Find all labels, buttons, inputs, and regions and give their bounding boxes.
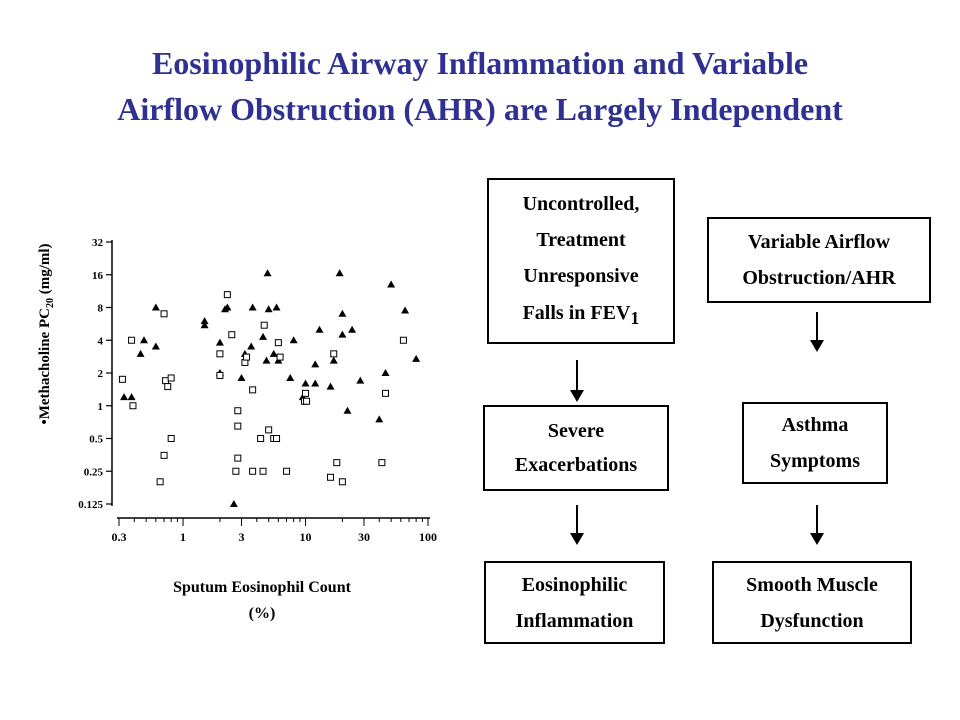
- square-point: [266, 427, 272, 433]
- box-uncontrolled-line-4: [523, 294, 640, 337]
- y-tick-label: 4: [97, 335, 103, 348]
- triangle-point: [330, 357, 338, 364]
- box-uncontrolled-line-3: Unresponsive: [523, 264, 639, 287]
- triangle-point: [259, 333, 267, 340]
- x-tick-label: 100: [419, 530, 437, 544]
- square-point: [339, 479, 345, 485]
- box-severe-exacerbations: [483, 405, 669, 491]
- square-point: [284, 468, 290, 474]
- square-point: [328, 474, 334, 480]
- triangle-point: [230, 500, 238, 507]
- square-point: [275, 340, 281, 346]
- square-point: [235, 455, 241, 461]
- y-axis-label: •Methacholine $PC_{20}$ (mg/ml): [37, 243, 56, 425]
- triangle-point: [128, 393, 136, 400]
- square-point: [233, 468, 239, 474]
- triangle-point: [356, 377, 364, 384]
- square-point: [260, 468, 266, 474]
- triangle-point: [336, 269, 344, 276]
- square-point: [258, 436, 264, 442]
- triangle-point: [152, 343, 160, 350]
- box-smooth-muscle: [712, 561, 912, 644]
- square-point: [161, 311, 167, 317]
- triangle-point: [201, 317, 209, 324]
- square-point: [331, 351, 337, 357]
- triangle-point: [290, 336, 298, 343]
- box-asthma-line-2: Symptoms: [769, 450, 860, 472]
- triangle-point: [216, 339, 224, 346]
- square-point: [334, 460, 340, 466]
- square-point: [168, 375, 174, 381]
- title-line-1: Eosinophilic Airway Inflammation and Variable: [151, 45, 809, 81]
- box-eosinophilic-line-1: Eosinophilic: [521, 573, 628, 596]
- x-tick-label: 10: [299, 530, 312, 544]
- square-point: [235, 408, 241, 414]
- triangle-point: [343, 407, 351, 414]
- x-axis-label-unit: (%): [248, 605, 276, 622]
- square-point: [274, 436, 280, 442]
- square-point: [244, 354, 250, 360]
- arrow-left-2: [576, 505, 578, 543]
- triangle-point: [265, 305, 273, 312]
- triangle-point: [338, 310, 346, 317]
- triangle-point: [348, 326, 356, 333]
- square-point: [119, 376, 125, 382]
- square-point: [235, 423, 241, 429]
- box-variable-line-2: Obstruction/AHR: [742, 267, 896, 289]
- triangle-point: [249, 304, 257, 311]
- triangle-point: [311, 380, 319, 387]
- square-point: [217, 351, 223, 357]
- square-point: [217, 372, 223, 378]
- triangle-point: [315, 326, 323, 333]
- triangle-point: [237, 374, 245, 381]
- square-point: [224, 292, 230, 298]
- square-point: [168, 436, 174, 442]
- fev-label: Falls in FEV: [522, 301, 631, 324]
- square-point: [165, 384, 171, 390]
- square-point: [250, 468, 256, 474]
- box-asthma-symptoms: [742, 402, 888, 484]
- title-line-2: Airflow Obstruction (AHR) are Largely Independent: [117, 91, 843, 127]
- square-point: [277, 354, 283, 360]
- triangle-point: [412, 355, 420, 362]
- square-point: [379, 460, 385, 466]
- box-asthma-line-1: Asthma: [781, 414, 849, 436]
- box-variable-airflow: [707, 217, 931, 303]
- square-point: [129, 337, 135, 343]
- square-point: [383, 390, 389, 396]
- square-point: [130, 403, 136, 409]
- arrow-right-2: [816, 505, 818, 543]
- triangle-point: [120, 393, 128, 400]
- y-tick-label: 1: [97, 400, 103, 413]
- square-point: [400, 337, 406, 343]
- square-point: [303, 390, 309, 396]
- box-variable-line-1: Variable Airflow: [747, 231, 891, 253]
- triangle-point: [264, 269, 272, 276]
- y-tick-label: 0.5: [89, 433, 103, 446]
- y-tick-label: 0.25: [83, 466, 103, 479]
- x-tick-label: 30: [357, 530, 370, 544]
- box-eosinophilic-line-2: Inflammation: [515, 609, 634, 632]
- fev-subscript: 1: [630, 307, 640, 328]
- y-tick-label: 32: [92, 237, 103, 249]
- y-tick-label: 2: [97, 368, 103, 380]
- triangle-point: [401, 307, 409, 314]
- box-severe-line-2: Exacerbations: [514, 454, 638, 476]
- arrow-left-1: [576, 360, 578, 400]
- x-tick-label: 1: [180, 530, 187, 544]
- square-point: [163, 378, 169, 384]
- square-point: [250, 387, 256, 393]
- x-tick-label: 3: [238, 530, 245, 544]
- box-uncontrolled-line-1: Uncontrolled,: [522, 192, 640, 215]
- triangle-point: [387, 281, 395, 288]
- triangle-point: [140, 336, 148, 343]
- triangle-point: [382, 369, 390, 376]
- y-tick-label: 16: [92, 269, 103, 282]
- box-severe-line-1: Severe: [547, 420, 605, 442]
- triangle-point: [327, 383, 335, 390]
- square-point: [261, 322, 267, 328]
- box-uncontrolled-treatment: [487, 178, 675, 344]
- triangle-point: [286, 374, 294, 381]
- y-tick-label: 8: [97, 302, 103, 315]
- triangle-point: [375, 415, 383, 422]
- box-eosinophilic-inflammation: [484, 561, 665, 644]
- triangle-point: [137, 350, 145, 357]
- box-smooth-line-2: Dysfunction: [760, 609, 864, 632]
- triangle-point: [247, 343, 255, 350]
- triangle-point: [152, 304, 160, 311]
- triangle-point: [262, 357, 270, 364]
- square-point: [161, 452, 167, 458]
- y-tick-label: 0.125: [78, 499, 103, 511]
- arrow-right-1: [816, 312, 818, 350]
- triangle-point: [273, 304, 281, 311]
- triangle-point: [270, 350, 278, 357]
- square-point: [157, 479, 163, 485]
- triangle-point: [311, 360, 319, 367]
- box-smooth-line-1: Smooth Muscle: [746, 573, 878, 596]
- square-point: [304, 398, 310, 404]
- x-axis-label: Sputum Eosinophil Count: [173, 579, 351, 596]
- x-tick-label: 0.3: [111, 530, 127, 544]
- triangle-point: [302, 380, 310, 387]
- triangle-point: [338, 331, 346, 338]
- box-uncontrolled-line-2: Treatment: [536, 228, 626, 251]
- square-point: [229, 332, 235, 338]
